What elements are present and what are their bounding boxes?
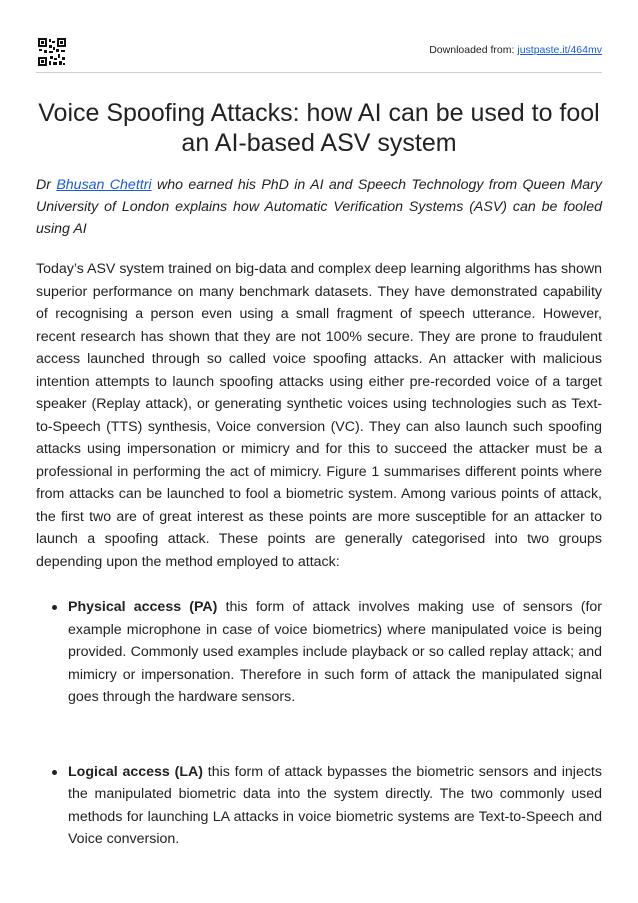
- downloaded-label: Downloaded from:: [429, 44, 515, 56]
- author-link[interactable]: Bhusan Chettri: [56, 177, 152, 193]
- article-intro: [36, 174, 602, 240]
- page-header: [36, 36, 602, 73]
- list-item-physical-access: [36, 596, 602, 709]
- body-paragraph: Today’s ASV system trained on big-data and complex deep learning algorithms has shown superior performance on many benchmark datasets. They have demonstrated capability of recognising a person even using a small fragment of speech utterance. However, recent research has shown that they are not 100% secure. They are prone to fraudulent access launched through so called voice spoofing attacks. An attacker with malicious intention attempts to launch spoofing attacks using either pre-recorded voice of a target speaker (Replay attack), or generating synthetic voices using technologies such as Text-to-Speech (TTS) synthesis, Voice conversion (VC). They can also launch such spoofing attacks using impersonation or mimicry and for this to succeed the attacker must be a professional in performing the act of mimicry. Figure 1 summarises different points where from attacks can be launched to fool a biometric system. Among various points of attack, the first two are of great interest as these points are more susceptible for an attacker to launch a spoofing attack. These points are generally categorised into two groups depending upon the method employed to attack:: [36, 261, 602, 570]
- article-title: Voice Spoofing Attacks: how AI can be used to fool an AI-based ASV system: [38, 99, 600, 157]
- attack-types-list: [36, 596, 602, 851]
- bullet-icon: [52, 770, 57, 775]
- bullet-text: this form of attack involves making use of sensors (for example microphone in case of voice biometrics) where manipulated voice is being provided. Commonly used examples include playback or so called replay attack; and mimicry or impersonation. Therefore in such form of attack the manipulated signal goes through the hardware sensors.: [68, 599, 602, 705]
- intro-prefix: Dr: [36, 177, 57, 193]
- intro-suffix: who earned his PhD in AI and Speech Technology from Queen Mary University of London explains how Automatic Verification Systems (ASV) can be fooled using AI: [36, 177, 602, 237]
- bullet-term: Physical access (PA): [68, 599, 218, 615]
- bullet-text: this form of attack bypasses the biometric sensors and injects the manipulated biometric data into the system directly. The two commonly used methods for launching LA attacks in voice biometric systems are Text-to-Speech and Voice conversion.: [68, 763, 602, 847]
- source-link[interactable]: justpaste.it/464mv: [517, 44, 602, 56]
- bullet-term: Logical access (LA): [68, 763, 203, 780]
- list-item-logical-access: [36, 761, 602, 851]
- bullet-icon: [52, 605, 57, 610]
- download-source: [429, 44, 602, 56]
- qr-code-icon: [38, 38, 66, 66]
